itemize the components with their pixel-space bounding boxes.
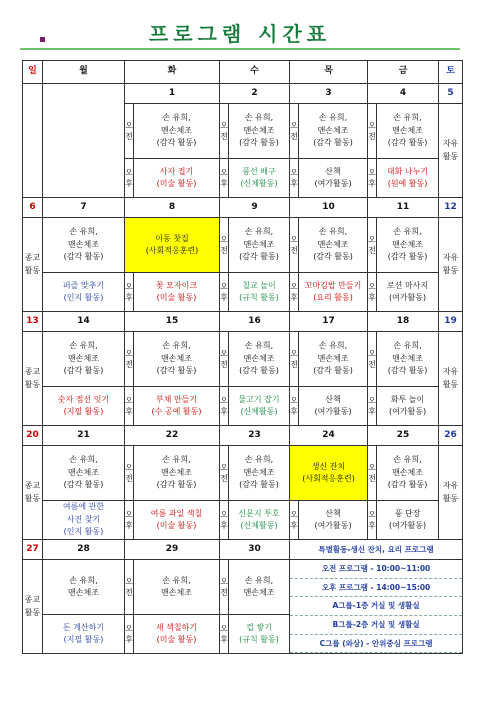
pm-label: 오 후	[368, 387, 377, 426]
date-21: 21	[43, 426, 125, 446]
activity-cell: 돈 계산하기 (지필 활동)	[43, 615, 125, 654]
date-28: 28	[43, 540, 125, 560]
date-19: 19	[439, 312, 463, 332]
activity-cell: 손 유희, 맨손체조 (감각 활동)	[299, 332, 368, 387]
activity-cell: 손 유희, 맨손체조 (감각 활동)	[229, 446, 290, 501]
activity-cell: 손 유희, 맨손체조	[134, 560, 220, 615]
activity-cell: 손 유희, 맨손체조 (감각 활동)	[377, 332, 439, 387]
activity-cell: 산책 (여가활동)	[299, 387, 368, 426]
weekday-header-row	[23, 61, 463, 84]
date-8: 8	[125, 198, 220, 218]
week4-am-row	[23, 446, 463, 501]
header-sat: 토	[439, 61, 463, 84]
activity-cell: 손 유희, 맨손체조 (감각 활동)	[377, 446, 439, 501]
pm-label: 오 후	[290, 159, 299, 198]
sun-religion-activity: 종교 활동	[23, 332, 43, 426]
date-3: 3	[290, 84, 368, 104]
group-b-info: B그룹-2층 거실 및 생활실	[290, 616, 462, 635]
date-14: 14	[43, 312, 125, 332]
pm-label: 오 후	[290, 501, 299, 540]
week1-sun-empty	[23, 84, 43, 198]
pm-label: 오 후	[220, 159, 229, 198]
am-label: 오 전	[220, 218, 229, 273]
date-10: 10	[290, 198, 368, 218]
date-11: 11	[368, 198, 439, 218]
date-20: 20	[23, 426, 43, 446]
activity-cell: 손 유희, 맨손체조 (감각 활동)	[134, 446, 220, 501]
activity-cell: 손 유희, 맨손체조 (감각 활동)	[377, 218, 439, 273]
title-area	[20, 14, 460, 54]
week5-am-row	[23, 560, 463, 615]
week4-pm-row	[23, 501, 463, 540]
week3-am-row	[23, 332, 463, 387]
am-time-info: 오전 프로그램 - 10:00~11:00	[290, 560, 462, 579]
am-label: 오 전	[290, 218, 299, 273]
week5-date-row	[23, 540, 463, 560]
activity-cell: 산책 (여가활동)	[299, 501, 368, 540]
schedule-table	[22, 60, 463, 654]
week3-pm-row	[23, 387, 463, 426]
pm-label: 오 후	[125, 273, 134, 312]
date-4: 4	[368, 84, 439, 104]
date-2: 2	[220, 84, 290, 104]
date-24: 24	[290, 426, 368, 446]
am-label: 오 전	[125, 446, 134, 501]
activity-cell: 퍼즐 맞추기 (인지 활동)	[43, 273, 125, 312]
activity-cell: 로션 마사지 (여가활동)	[377, 273, 439, 312]
group-c-info: C그룹 (와상) - 안위중심 프로그램	[290, 635, 462, 654]
sun-religion-activity: 종교 활동	[23, 446, 43, 540]
week2-date-row	[23, 198, 463, 218]
date-1: 1	[125, 84, 220, 104]
activity-cell: 손 유희, 맨손체조 (감각 활동)	[43, 332, 125, 387]
week3-date-row	[23, 312, 463, 332]
date-23: 23	[220, 426, 290, 446]
date-29: 29	[125, 540, 220, 560]
week2-am-row	[23, 218, 463, 273]
date-12: 12	[439, 198, 463, 218]
title-underline	[20, 48, 460, 50]
pm-label: 오 후	[368, 273, 377, 312]
date-25: 25	[368, 426, 439, 446]
activity-cell: 신문지 투호 (신체활동)	[229, 501, 290, 540]
pm-label: 오 후	[125, 615, 134, 654]
header-fri: 금	[368, 61, 439, 84]
header-tue: 화	[125, 61, 220, 84]
activity-cell: 여름 과일 색칠 (미술 활동)	[134, 501, 220, 540]
am-label: 오 전	[125, 560, 134, 615]
activity-cell: 손 유희, 맨손체조 (감각 활동)	[134, 104, 220, 159]
activity-cell: 손 유희, 맨손체조 (감각 활동)	[229, 218, 290, 273]
date-13: 13	[23, 312, 43, 332]
activity-cell: 손 유희, 맨손체조 (감각 활동)	[229, 332, 290, 387]
pm-label: 오 후	[125, 387, 134, 426]
date-15: 15	[125, 312, 220, 332]
activity-cell: 손 유희, 맨손체조 (감각 활동)	[43, 218, 125, 273]
am-label: 오 전	[368, 332, 377, 387]
pm-label: 오 후	[368, 159, 377, 198]
activity-cell: 새 색칠하기 (미술 활동)	[134, 615, 220, 654]
date-9: 9	[220, 198, 290, 218]
pm-label: 오 후	[220, 615, 229, 654]
group-a-info: A그룹-1층 거실 및 생활실	[290, 597, 462, 616]
special-activity-note: 특별활동-생신 잔치, 요리 프로그램	[290, 540, 463, 560]
date-17: 17	[290, 312, 368, 332]
date-30: 30	[220, 540, 290, 560]
header-mon: 월	[43, 61, 125, 84]
date-16: 16	[220, 312, 290, 332]
sat-free-activity: 자유 활동	[439, 104, 463, 198]
date-26: 26	[439, 426, 463, 446]
date-18: 18	[368, 312, 439, 332]
am-label: 오 전	[368, 104, 377, 159]
program-info-box	[290, 560, 463, 654]
am-label: 오 전	[290, 104, 299, 159]
activity-cell: 손 유희, 맨손체조 (감각 활동)	[43, 446, 125, 501]
header-sun: 일	[23, 61, 43, 84]
activity-cell: 손 유희, 맨손체조 (감각 활동)	[134, 332, 220, 387]
page-title: 프로그램 시간표	[148, 22, 332, 46]
pm-label: 오 후	[220, 387, 229, 426]
date-7: 7	[43, 198, 125, 218]
am-label: 오 전	[220, 446, 229, 501]
activity-cell: 여름에 관한 사진 찾기 (인지 활동)	[43, 501, 125, 540]
week1-mon-empty	[43, 84, 125, 198]
week1-date-row	[23, 84, 463, 104]
activity-cell: 숫자 점선 잇기 (지필 활동)	[43, 387, 125, 426]
sat-free-activity: 자유 활동	[439, 218, 463, 312]
activity-cell: 손 유희, 맨손체조 (감각 활동)	[299, 218, 368, 273]
header-thu: 목	[290, 61, 368, 84]
activity-cell: 손 유희, 맨손체조 (감각 활동)	[299, 104, 368, 159]
pm-label: 오 후	[220, 273, 229, 312]
activity-cell: 칠교 놀이 (규칙 활동)	[229, 273, 290, 312]
sun-religion-activity: 종교 활동	[23, 218, 43, 312]
am-label: 오 전	[368, 218, 377, 273]
activity-cell: 부채 만들기 (수 공예 활동)	[134, 387, 220, 426]
activity-cell: 손 유희, 맨손체조	[229, 560, 290, 615]
activity-cell: 손 유희, 맨손체조 (감각 활동)	[377, 104, 439, 159]
am-label: 오 전	[220, 560, 229, 615]
activity-cell: 꽃 모자이크 (미술 활동)	[134, 273, 220, 312]
week2-pm-row	[23, 273, 463, 312]
activity-cell: 대화 나누기 (원예 활동)	[377, 159, 439, 198]
pm-label: 오 후	[290, 273, 299, 312]
activity-cell: 풍 단장 (여가활동)	[377, 501, 439, 540]
activity-cell: 사자 접기 (미술 활동)	[134, 159, 220, 198]
activity-cell: 화투 놀이 (여가활동)	[377, 387, 439, 426]
activity-cell: 산책 (여가활동)	[299, 159, 368, 198]
activity-cell-highlight: 이동 찻집 (사회적응훈련)	[125, 218, 220, 273]
am-label: 오 전	[290, 332, 299, 387]
pm-label: 오 후	[125, 501, 134, 540]
date-27: 27	[23, 540, 43, 560]
activity-cell: 물고기 잡기 (신체활동)	[229, 387, 290, 426]
header-wed: 수	[220, 61, 290, 84]
pm-label: 오 후	[368, 501, 377, 540]
sat-free-activity: 자유 활동	[439, 446, 463, 540]
date-5: 5	[439, 84, 463, 104]
activity-cell-highlight: 생신 잔치 (사회적응훈련)	[290, 446, 368, 501]
week4-date-row	[23, 426, 463, 446]
pm-time-info: 오후 프로그램 - 14:00~15:00	[290, 579, 462, 598]
activity-cell: 꼬마김밥 만들기 (요리 활동)	[299, 273, 368, 312]
date-22: 22	[125, 426, 220, 446]
pm-label: 오 후	[290, 387, 299, 426]
activity-cell: 풍선 배구 (신체활동)	[229, 159, 290, 198]
am-label: 오 전	[220, 104, 229, 159]
activity-cell: 손 유희, 맨손체조	[43, 560, 125, 615]
am-label: 오 전	[220, 332, 229, 387]
activity-cell: 컵 쌓기 (규칙 활동)	[229, 615, 290, 654]
sat-free-activity: 자유 활동	[439, 332, 463, 426]
am-label: 오 전	[368, 446, 377, 501]
pm-label: 오 후	[125, 159, 134, 198]
am-label: 오 전	[125, 332, 134, 387]
sun-religion-activity: 종교 활동	[23, 560, 43, 654]
activity-cell: 손 유희, 맨손체조 (감각 활동)	[229, 104, 290, 159]
pm-label: 오 후	[220, 501, 229, 540]
am-label: 오 전	[125, 104, 134, 159]
date-6: 6	[23, 198, 43, 218]
